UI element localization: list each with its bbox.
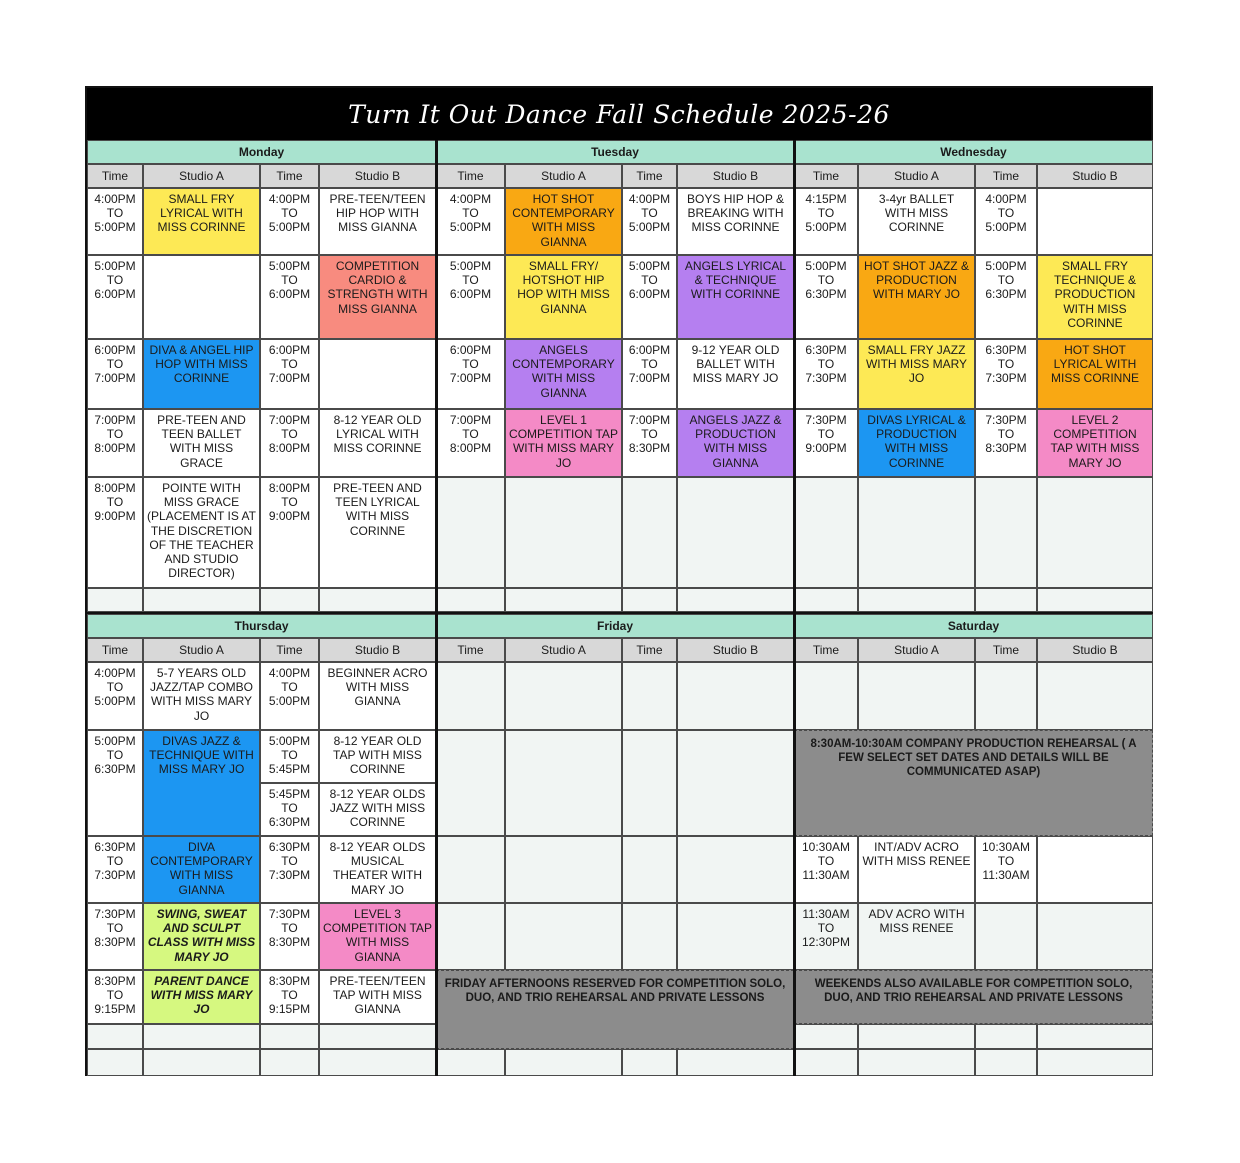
class-slot: BOYS HIP HOP & BREAKING WITH MISS CORINNE [677, 188, 794, 255]
empty-cell [143, 1049, 260, 1076]
time-slot: 8:00PM TO 9:00PM [260, 477, 319, 588]
empty-cell [319, 1024, 436, 1049]
column-header-studio-b: Studio B [1037, 638, 1153, 662]
column-header-time: Time [794, 638, 858, 662]
time-slot: 6:00PM TO 7:00PM [260, 339, 319, 409]
column-header-time: Time [436, 164, 505, 188]
class-slot: ANGELS LYRICAL & TECHNIQUE WITH CORINNE [677, 255, 794, 339]
day-header-wednesday: Wednesday [794, 140, 1153, 164]
time-slot: 7:30PM TO 8:30PM [87, 903, 143, 970]
empty-cell [436, 588, 505, 612]
empty-cell [858, 588, 975, 612]
class-slot: 3-4yr BALLET WITH MISS CORINNE [858, 188, 975, 255]
empty-cell [260, 1049, 319, 1076]
time-slot: 7:00PM TO 8:00PM [87, 409, 143, 477]
time-slot: 5:00PM TO 5:45PM [260, 730, 319, 783]
class-slot: DIVA CONTEMPORARY WITH MISS GIANNA [143, 836, 260, 903]
empty-cell [975, 1049, 1037, 1076]
empty-cell [622, 836, 677, 903]
time-slot: 6:30PM TO 7:30PM [260, 836, 319, 903]
time-slot: 6:30PM TO 7:30PM [87, 836, 143, 903]
empty-cell [858, 1049, 975, 1076]
time-slot: 4:00PM TO 5:00PM [975, 188, 1037, 255]
time-slot: 4:00PM TO 5:00PM [260, 188, 319, 255]
column-header-time: Time [87, 164, 143, 188]
time-slot: 7:00PM TO 8:00PM [260, 409, 319, 477]
empty-cell [975, 477, 1037, 588]
column-header-time: Time [975, 164, 1037, 188]
empty-cell [505, 662, 622, 730]
empty-cell [436, 836, 505, 903]
day-header-saturday: Saturday [794, 614, 1153, 638]
column-header-studio-b: Studio B [1037, 164, 1153, 188]
empty-cell [858, 477, 975, 588]
class-slot: 9-12 YEAR OLD BALLET WITH MISS MARY JO [677, 339, 794, 409]
empty-cell [505, 588, 622, 612]
time-slot: 7:00PM TO 8:30PM [622, 409, 677, 477]
time-slot: 6:30PM TO 7:30PM [975, 339, 1037, 409]
empty-cell [677, 662, 794, 730]
class-slot [1037, 836, 1153, 903]
column-header-studio-a: Studio A [505, 638, 622, 662]
class-slot: 8-12 YEAR OLD TAP WITH MISS CORINNE [319, 730, 436, 783]
empty-cell [505, 836, 622, 903]
time-slot: 4:15PM TO 5:00PM [794, 188, 858, 255]
empty-cell [622, 588, 677, 612]
class-slot: 8-12 YEAR OLDS JAZZ WITH MISS CORINNE [319, 783, 436, 836]
empty-cell [1037, 1049, 1153, 1076]
empty-cell [1037, 662, 1153, 730]
empty-cell [975, 588, 1037, 612]
class-slot: HOT SHOT CONTEMPORARY WITH MISS GIANNA [505, 188, 622, 255]
empty-cell [794, 662, 858, 730]
band-divider [87, 612, 1151, 614]
time-slot: 5:00PM TO 6:00PM [87, 255, 143, 339]
empty-cell [677, 903, 794, 970]
empty-cell [260, 1024, 319, 1049]
class-slot: SMALL FRY LYRICAL WITH MISS CORINNE [143, 188, 260, 255]
column-header-time: Time [975, 638, 1037, 662]
column-header-time: Time [794, 164, 858, 188]
empty-cell [622, 662, 677, 730]
column-header-studio-a: Studio A [505, 164, 622, 188]
empty-cell [436, 730, 505, 836]
empty-cell [319, 588, 436, 612]
time-slot: 4:00PM TO 5:00PM [622, 188, 677, 255]
time-slot: 7:30PM TO 8:30PM [975, 409, 1037, 477]
empty-cell [87, 1049, 143, 1076]
time-slot: 8:30PM TO 9:15PM [87, 970, 143, 1024]
saturday-company-rehearsal-note: 8:30AM-10:30AM COMPANY PRODUCTION REHEARSAL ( A FEW SELECT SET DATES AND DETAILS WILL BE COMMUNICATED ASAP) [794, 730, 1153, 836]
time-slot: 5:45PM TO 6:30PM [260, 783, 319, 836]
column-header-time: Time [260, 638, 319, 662]
class-slot: PARENT DANCE WITH MISS MARY JO [143, 970, 260, 1024]
time-slot: 8:00PM TO 9:00PM [87, 477, 143, 588]
class-slot: DIVA & ANGEL HIP HOP WITH MISS CORINNE [143, 339, 260, 409]
class-slot: PRE-TEEN AND TEEN LYRICAL WITH MISS CORINNE [319, 477, 436, 588]
column-header-studio-b: Studio B [677, 638, 794, 662]
empty-cell [1037, 588, 1153, 612]
column-header-time: Time [622, 638, 677, 662]
class-slot [143, 255, 260, 339]
class-slot: PRE-TEEN AND TEEN BALLET WITH MISS GRACE [143, 409, 260, 477]
schedule-title: Turn It Out Dance Fall Schedule 2025-26 [87, 88, 1151, 140]
empty-cell [505, 903, 622, 970]
time-slot: 10:30AM TO 11:30AM [975, 836, 1037, 903]
day-header-tuesday: Tuesday [436, 140, 794, 164]
class-slot: 5-7 YEARS OLD JAZZ/TAP COMBO WITH MISS MARY JO [143, 662, 260, 730]
friday-reserved-note: FRIDAY AFTERNOONS RESERVED FOR COMPETITION SOLO, DUO, AND TRIO REHEARSAL AND PRIVATE LESSONS [436, 970, 794, 1049]
empty-cell [87, 1024, 143, 1049]
column-header-studio-a: Studio A [143, 164, 260, 188]
class-slot: SMALL FRY TECHNIQUE & PRODUCTION WITH MISS CORINNE [1037, 255, 1153, 339]
empty-cell [975, 662, 1037, 730]
time-slot: 5:00PM TO 6:30PM [975, 255, 1037, 339]
time-slot: 6:00PM TO 7:00PM [436, 339, 505, 409]
time-slot: 8:30PM TO 9:15PM [260, 970, 319, 1024]
empty-cell [975, 1024, 1037, 1049]
empty-cell [858, 662, 975, 730]
empty-cell [622, 730, 677, 836]
class-slot: SMALL FRY JAZZ WITH MISS MARY JO [858, 339, 975, 409]
empty-cell [622, 1049, 677, 1076]
column-header-time: Time [87, 638, 143, 662]
class-slot: PRE-TEEN/TEEN TAP WITH MISS GIANNA [319, 970, 436, 1024]
empty-cell [677, 477, 794, 588]
empty-cell [794, 1024, 858, 1049]
class-slot: ANGELS CONTEMPORARY WITH MISS GIANNA [505, 339, 622, 409]
time-slot: 7:30PM TO 9:00PM [794, 409, 858, 477]
time-slot: 4:00PM TO 5:00PM [260, 662, 319, 730]
empty-cell [794, 1049, 858, 1076]
time-slot: 5:00PM TO 6:30PM [87, 730, 143, 836]
saturday-weekend-note: WEEKENDS ALSO AVAILABLE FOR COMPETITION SOLO, DUO, AND TRIO REHEARSAL AND PRIVATE LESSONS [794, 970, 1153, 1024]
time-slot: 5:00PM TO 6:30PM [794, 255, 858, 339]
time-slot: 5:00PM TO 6:00PM [436, 255, 505, 339]
empty-cell [1037, 1024, 1153, 1049]
empty-cell [1037, 477, 1153, 588]
class-slot: DIVAS LYRICAL & PRODUCTION WITH MISS CORINNE [858, 409, 975, 477]
class-slot: PRE-TEEN/TEEN HIP HOP WITH MISS GIANNA [319, 188, 436, 255]
empty-cell [260, 588, 319, 612]
empty-cell [975, 903, 1037, 970]
time-slot: 11:30AM TO 12:30PM [794, 903, 858, 970]
day-header-monday: Monday [87, 140, 436, 164]
class-slot: ADV ACRO WITH MISS RENEE [858, 903, 975, 970]
section-divider [435, 140, 438, 1076]
schedule-sheet [85, 86, 1153, 1076]
empty-cell [677, 1049, 794, 1076]
day-header-thursday: Thursday [87, 614, 436, 638]
column-header-studio-b: Studio B [677, 164, 794, 188]
empty-cell [505, 1049, 622, 1076]
time-slot: 5:00PM TO 6:00PM [622, 255, 677, 339]
class-slot: SMALL FRY/ HOTSHOT HIP HOP WITH MISS GIANNA [505, 255, 622, 339]
empty-cell [1037, 903, 1153, 970]
empty-cell [436, 662, 505, 730]
class-slot: 8-12 YEAR OLD LYRICAL WITH MISS CORINNE [319, 409, 436, 477]
empty-cell [143, 588, 260, 612]
class-slot [319, 339, 436, 409]
empty-cell [505, 730, 622, 836]
empty-cell [87, 588, 143, 612]
time-slot: 4:00PM TO 5:00PM [87, 188, 143, 255]
class-slot: DIVAS JAZZ & TECHNIQUE WITH MISS MARY JO [143, 730, 260, 836]
empty-cell [794, 588, 858, 612]
class-slot: LEVEL 3 COMPETITION TAP WITH MISS GIANNA [319, 903, 436, 970]
empty-cell [143, 1024, 260, 1049]
time-slot: 7:00PM TO 8:00PM [436, 409, 505, 477]
day-header-friday: Friday [436, 614, 794, 638]
empty-cell [622, 903, 677, 970]
empty-cell [436, 903, 505, 970]
class-slot: POINTE WITH MISS GRACE (PLACEMENT IS AT THE DISCRETION OF THE TEACHER AND STUDIO DIRECTOR) [143, 477, 260, 588]
class-slot: LEVEL 1 COMPETITION TAP WITH MISS MARY JO [505, 409, 622, 477]
class-slot: 8-12 YEAR OLDS MUSICAL THEATER WITH MARY JO [319, 836, 436, 903]
time-slot: 6:00PM TO 7:00PM [87, 339, 143, 409]
time-slot: 6:00PM TO 7:00PM [622, 339, 677, 409]
class-slot [1037, 188, 1153, 255]
column-header-studio-a: Studio A [143, 638, 260, 662]
class-slot: SWING, SWEAT AND SCULPT CLASS WITH MISS MARY JO [143, 903, 260, 970]
class-slot: INT/ADV ACRO WITH MISS RENEE [858, 836, 975, 903]
class-slot: HOT SHOT LYRICAL WITH MISS CORINNE [1037, 339, 1153, 409]
column-header-studio-b: Studio B [319, 638, 436, 662]
column-header-time: Time [436, 638, 505, 662]
class-slot: HOT SHOT JAZZ & PRODUCTION WITH MARY JO [858, 255, 975, 339]
time-slot: 10:30AM TO 11:30AM [794, 836, 858, 903]
time-slot: 5:00PM TO 6:00PM [260, 255, 319, 339]
class-slot: BEGINNER ACRO WITH MISS GIANNA [319, 662, 436, 730]
empty-cell [677, 730, 794, 836]
column-header-studio-a: Studio A [858, 164, 975, 188]
class-slot: ANGELS JAZZ & PRODUCTION WITH MISS GIANNA [677, 409, 794, 477]
section-divider [793, 140, 796, 1076]
column-header-time: Time [622, 164, 677, 188]
class-slot: COMPETITION CARDIO & STRENGTH WITH MISS GIANNA [319, 255, 436, 339]
empty-cell [858, 1024, 975, 1049]
time-slot: 4:00PM TO 5:00PM [436, 188, 505, 255]
empty-cell [622, 477, 677, 588]
empty-cell [436, 1049, 505, 1076]
empty-cell [505, 477, 622, 588]
time-slot: 6:30PM TO 7:30PM [794, 339, 858, 409]
empty-cell [677, 588, 794, 612]
empty-cell [436, 477, 505, 588]
empty-cell [677, 836, 794, 903]
column-header-time: Time [260, 164, 319, 188]
empty-cell [319, 1049, 436, 1076]
column-header-studio-b: Studio B [319, 164, 436, 188]
column-header-studio-a: Studio A [858, 638, 975, 662]
empty-cell [794, 477, 858, 588]
time-slot: 4:00PM TO 5:00PM [87, 662, 143, 730]
time-slot: 7:30PM TO 8:30PM [260, 903, 319, 970]
class-slot: LEVEL 2 COMPETITION TAP WITH MISS MARY JO [1037, 409, 1153, 477]
